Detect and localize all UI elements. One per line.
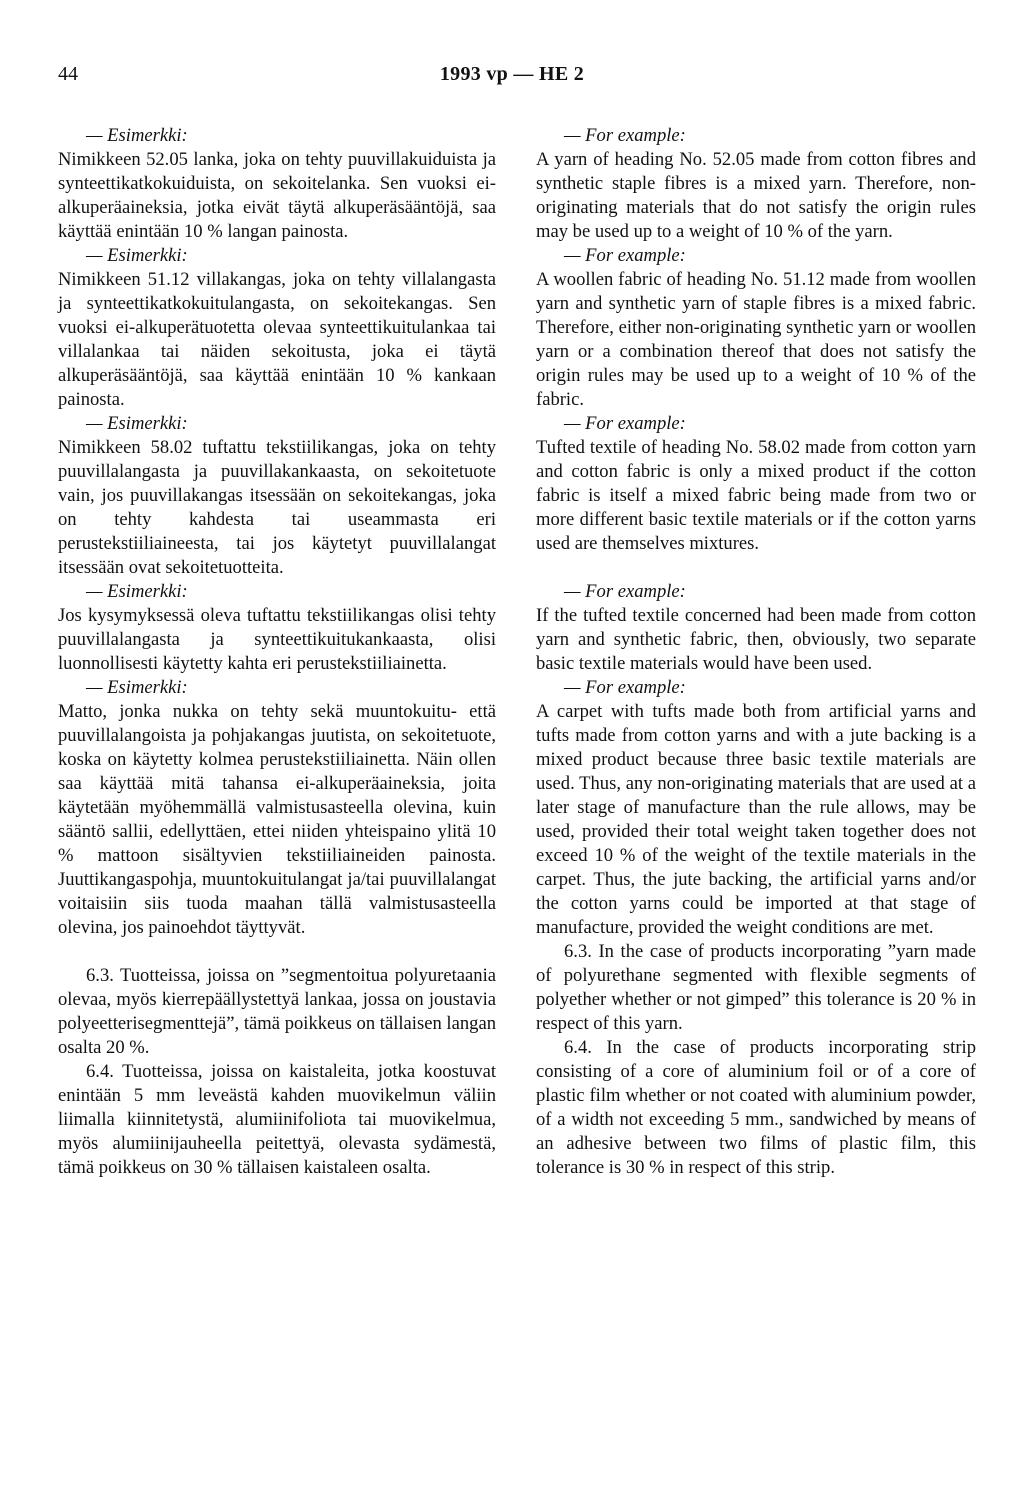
en-paragraph-5: A carpet with tufts made both from artificial yarns and tufts made from cotton yarns and with a jute backing is a mixed product because three basic textile materials are used. Thus, any non-originating materials that are used at a later stage of manufacture than the rule allows, may be used, provided their total weight taken together does not exceed 10 % of the weight of the textile materials in the carpet. Thus, the jute backing, the artificial yarns and/or the cotton yarns could be imported at that stage of manufacture, provided the weight conditions are met.	[536, 701, 976, 938]
fi-paragraph-6-4: 6.4. Tuotteissa, joissa on kaistaleita, jotka koostuvat enintään 5 mm leveästä kahden muovikelmun väliin liimalla kiinnitetystä, alumiinifoliota tai muovikelmua, myös alumiinijauheella peitettyä, olevasta sydämestä, tämä poikkeus on 30 % tällaisen kaistaleen osalta.	[58, 1061, 496, 1178]
finnish-column	[58, 124, 496, 1180]
paragraph-gap	[536, 556, 976, 580]
example-label: — For example:	[564, 413, 686, 434]
en-paragraph-6-4: 6.4. In the case of products incorporating strip consisting of a core of aluminium foil or of a core of plastic film whether or not coated with aluminium powder, of a width not exceeding 5 mm., sandwiched by means of an adhesive between two films of plastic film, this tolerance is 30 % in respect of this strip.	[536, 1037, 976, 1178]
fi-paragraph-4: Jos kysymyksessä oleva tuftattu tekstiilikangas olisi tehty puuvillalangasta ja synteettikuitukankaasta, olisi luonnollisesti käytetty kahta eri perustekstiiliainetta.	[58, 605, 496, 674]
running-title: 1993 vp — HE 2	[439, 63, 585, 85]
en-paragraph-6-3: 6.3. In the case of products incorporating ”yarn made of polyurethane segmented with flexible segments of polyether whether or not gimped” this tolerance is 20 % in respect of this yarn.	[536, 941, 976, 1034]
fi-paragraph-3: Nimikkeen 58.02 tuftattu tekstiilikangas, joka on tehty puuvillalangasta ja puuvillakankaasta, on sekoitetuote vain, jos puuvillakangas itsessään on sekoitekangas, joka on tehty kahdesta tai useammasta eri perustekstiiliaineesta, tai jos käytetyt puuvillalangat itsessään ovat sekoitetuotteita.	[58, 437, 496, 578]
fi-paragraph-6-3: 6.3. Tuotteissa, joissa on ”segmentoitua polyuretaania olevaa, myös kierrepäällystettyä lankaa, jossa on joustavia polyeetterisegmenttejä”, tämä poikkeus on tällaisen langan osalta 20 %.	[58, 965, 496, 1058]
example-label: — Esimerkki:	[86, 413, 188, 434]
paragraph-gap	[58, 940, 496, 964]
example-label: — Esimerkki:	[86, 245, 188, 266]
example-label: — Esimerkki:	[86, 677, 188, 698]
en-paragraph-1: A yarn of heading No. 52.05 made from cotton fibres and synthetic staple fibres is a mixed yarn. Therefore, non-originating materials that do not satisfy the origin rules may be used up to a weight of 10 % of the yarn.	[536, 149, 976, 242]
en-paragraph-2: A woollen fabric of heading No. 51.12 made from woollen yarn and synthetic yarn of staple fibres is a mixed fabric. Therefore, either non-originating synthetic yarn or woollen yarn or a combination thereof that does not satisfy the origin rules may be used up to a weight of 10 % of the fabric.	[536, 269, 976, 410]
fi-paragraph-5: Matto, jonka nukka on tehty sekä muuntokuitu- että puuvillalangoista ja pohjakangas juutista, on sekoitetuote, koska on käytetty kolmea perustekstiiliainetta. Näin ollen saa käyttää mitä tahansa ei-alkuperäaineksia, joita käytetään myöhemmällä valmistusasteella olevina, kuin sääntö sallii, edellyttäen, ettei niiden yhteispaino ylitä 10 % mattoon sisältyvien tekstiiliaineiden painosta. Juuttikangaspohja, muuntokuitulangat ja/tai puuvillalangat voitaisiin siis tuoda maahan tällä valmistusasteella olevina, jos painoehdot täyttyvät.	[58, 701, 496, 938]
en-paragraph-4: If the tufted textile concerned had been made from cotton yarn and synthetic fabric, then, obviously, two separate basic textile materials would have been used.	[536, 605, 976, 674]
en-paragraph-3: Tufted textile of heading No. 58.02 made from cotton yarn and cotton fabric is only a mixed product if the cotton fabric is itself a mixed fabric being made from two or more different basic textile materials or if the cotton yarns used are themselves mixtures.	[536, 437, 976, 554]
english-column	[536, 124, 976, 1180]
example-label: — Esimerkki:	[86, 581, 188, 602]
example-label: — For example:	[564, 581, 686, 602]
example-label: — For example:	[564, 677, 686, 698]
fi-paragraph-2: Nimikkeen 51.12 villakangas, joka on tehty villalangasta ja synteettikatkokuitulangasta, on sekoitekangas. Sen vuoksi ei-alkuperätuotetta olevaa synteettikuitulankaa tai villalankaa tai näiden sekoitusta, joka ei täytä alkuperäsääntöjä, saa käyttää enintään 10 % kankaan painosta.	[58, 269, 496, 410]
example-label: — For example:	[564, 245, 686, 266]
fi-paragraph-1: Nimikkeen 52.05 lanka, joka on tehty puuvillakuiduista ja synteettikatkokuiduista, on sekoitelanka. Sen vuoksi ei-alkuperäaineksia, jotka eivät täytä alkuperäsääntöjä, saa käyttää enintään 10 % langan painosta.	[58, 149, 496, 242]
page-number: 44	[58, 63, 78, 85]
example-label: — Esimerkki:	[86, 125, 188, 146]
example-label: — For example:	[564, 125, 686, 146]
